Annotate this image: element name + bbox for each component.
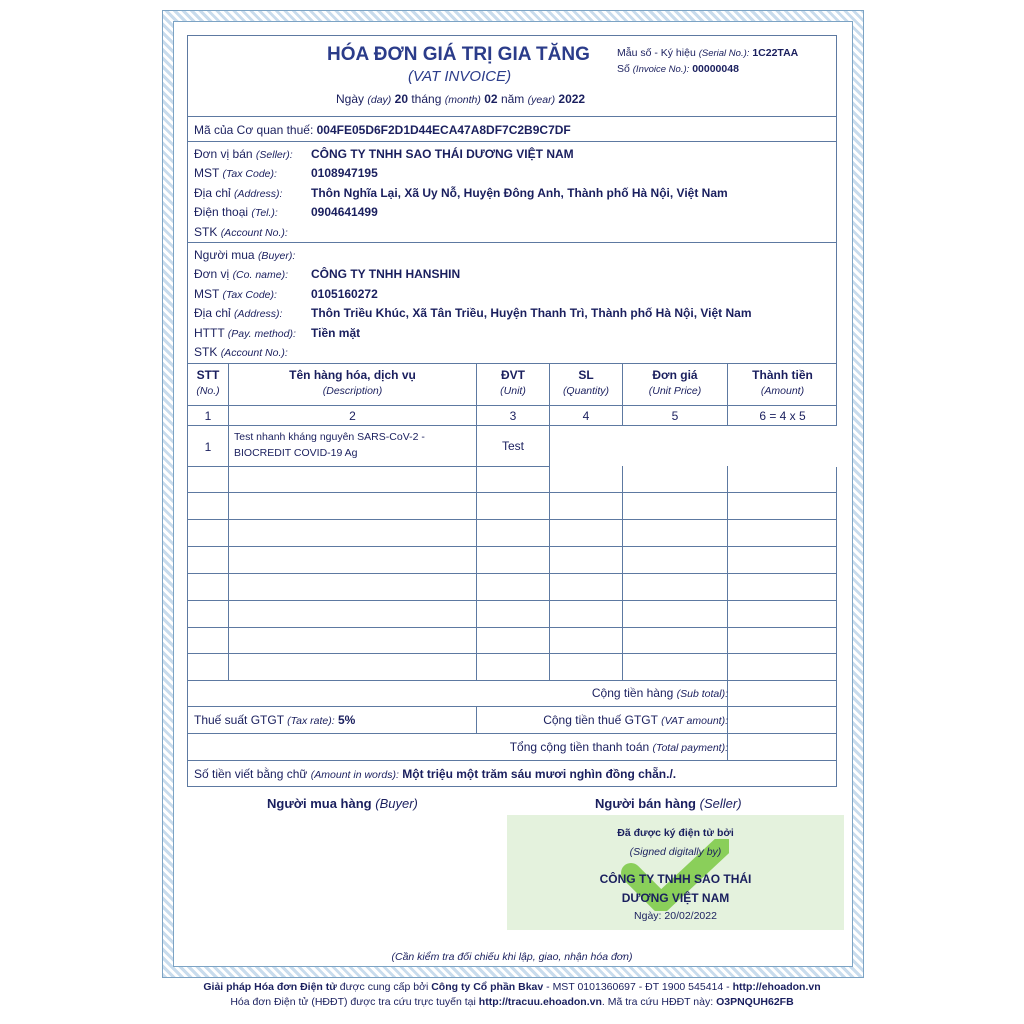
col-number: 1	[204, 409, 212, 423]
seller-name-label	[194, 147, 293, 161]
buyer-company: CÔNG TY TNHH HANSHIN	[311, 267, 461, 281]
divider	[187, 600, 837, 601]
col-title: Tên hàng hóa, dịch vụ	[289, 368, 416, 382]
buyer-tax-code: 0105160272	[311, 287, 378, 301]
date-year-en: (year)	[527, 94, 556, 106]
label-en: (Address):	[234, 188, 283, 200]
col-header-description	[229, 368, 476, 397]
invoice-no-label: Số	[617, 63, 630, 75]
date-day-en: (day)	[367, 94, 392, 106]
amount-in-words: Một triệu một trăm sáu mươi nghìn đồng chẵn./.	[402, 767, 677, 781]
footer-text: . Mã tra cứu HĐĐT này:	[601, 996, 717, 1008]
footer-line-1	[0, 981, 1024, 993]
label-vi: Đơn vị bán	[194, 147, 253, 161]
col-subtitle: (Unit)	[500, 385, 526, 397]
col-number: 6 = 4 x 5	[759, 409, 806, 423]
col-subtitle: (Description)	[322, 385, 383, 397]
lookup-code: O3PNQUH62FB	[716, 996, 794, 1008]
divider	[187, 363, 837, 364]
divider	[187, 116, 837, 117]
blank-cell	[550, 426, 837, 466]
label-vi: Thuế suất GTGT	[194, 713, 284, 727]
label-vi: Địa chỉ	[194, 186, 231, 200]
footer-text: Hóa đơn Điện tử (HĐĐT) được tra cứu trực tuyến tại	[230, 996, 479, 1008]
label-en: (Total payment):	[652, 742, 728, 754]
label-vi: MST	[194, 166, 220, 180]
label-en: (Tax rate):	[287, 715, 335, 727]
label-en: (Buyer)	[375, 796, 418, 811]
col-number: 3	[509, 409, 517, 423]
divider	[187, 466, 550, 467]
seller-address: Thôn Nghĩa Lại, Xã Uy Nỗ, Huyện Đông Anh, Thành phố Hà Nội, Việt Nam	[311, 186, 728, 200]
seller-signature-heading	[595, 796, 742, 811]
buyer-signature-heading	[267, 796, 418, 811]
label-vi: Người mua	[194, 248, 255, 262]
footer-text: được cung cấp bởi	[336, 981, 432, 993]
column-line	[622, 466, 623, 680]
buyer-pay-method: Tiền mặt	[311, 326, 361, 340]
tax-rate-label	[194, 713, 355, 727]
label-en: (Sub total):	[676, 688, 728, 700]
seller-name: CÔNG TY TNHH SAO THÁI DƯƠNG VIỆT NAM	[311, 147, 574, 161]
footer-provider: Công ty Cổ phần Bkav	[431, 981, 544, 993]
date-year: 2022	[558, 92, 586, 106]
label-en: (Seller):	[255, 149, 293, 161]
invoice-subtitle: (VAT INVOICE)	[408, 68, 512, 85]
invoice-no-value: 00000048	[692, 63, 739, 75]
row-no: 1	[204, 440, 212, 454]
footer-text: - MST 0101360697 - ĐT 1900 545414 -	[543, 981, 733, 993]
label-vi: STK	[194, 225, 218, 239]
tax-rate-value: 5%	[337, 713, 356, 727]
seller-address-label	[194, 186, 282, 200]
total-payment-label	[510, 740, 728, 754]
seller-tax-code: 0108947195	[311, 166, 378, 180]
label-vi: Số tiền viết bằng chữ	[194, 767, 308, 781]
tax-authority-code: 004FE05D6F2D1D44ECA47A8DF7C2B9C7DF	[316, 123, 571, 137]
divider	[187, 519, 837, 520]
invoice-no-line	[617, 63, 739, 75]
label-vi: Người bán hàng	[595, 796, 696, 811]
col-subtitle: (Amount)	[760, 385, 805, 397]
label-en: (Pay. method):	[227, 328, 296, 340]
digital-signature-box	[507, 815, 844, 930]
buyer-pay-label	[194, 326, 296, 340]
label-vi: Cộng tiền hàng	[591, 686, 674, 700]
serial-label: Mẫu số - Ký hiệu	[617, 47, 696, 59]
divider	[187, 492, 837, 493]
signer-name-line2: DƯƠNG VIỆT NAM	[621, 891, 730, 905]
divider	[187, 653, 837, 654]
column-line	[476, 706, 477, 733]
col-header-quantity	[550, 368, 622, 397]
date-month: 02	[484, 92, 498, 106]
buyer-address: Thôn Triều Khúc, Xã Tân Triều, Huyện Thanh Trì, Thành phố Hà Nội, Việt Nam	[311, 306, 752, 320]
divider	[187, 242, 837, 243]
buyer-tax-label	[194, 287, 277, 301]
date-month-en: (month)	[444, 94, 481, 106]
col-header-unit-price	[623, 368, 727, 397]
label-vi: MST	[194, 287, 220, 301]
footer-solution: Giải pháp Hóa đơn Điện tử	[203, 981, 337, 993]
amount-in-words-line	[194, 767, 676, 781]
col-header-unit	[477, 368, 549, 397]
buyer-address-label	[194, 306, 282, 320]
seller-tax-label	[194, 166, 277, 180]
label-en: (Buyer):	[257, 250, 296, 262]
label-vi: HTTT	[194, 326, 225, 340]
col-title: SL	[578, 368, 594, 382]
row-description-line2: BIOCREDIT COVID-19 Ag	[234, 447, 358, 459]
vat-amount-label	[543, 713, 728, 727]
col-subtitle: (Unit Price)	[648, 385, 702, 397]
label-en: (Account No.):	[220, 347, 288, 359]
divider	[187, 546, 837, 547]
subtotal-label	[592, 686, 728, 700]
serial-en: (Serial No.):	[698, 48, 750, 59]
divider	[187, 760, 837, 761]
check-note: (Cần kiểm tra đối chiếu khi lập, giao, nhận hóa đơn)	[391, 951, 633, 963]
buyer-company-label	[194, 267, 288, 281]
label-en: (Tel.):	[251, 207, 278, 219]
seller-tel-label	[194, 205, 278, 219]
buyer-label	[194, 248, 295, 262]
signed-by-line: Đã được ký điện tử bởi	[617, 827, 734, 839]
label-en: (Tax Code):	[222, 168, 277, 180]
label-vi: Cộng tiền thuế GTGT	[543, 713, 658, 727]
row-description-line1: Test nhanh kháng nguyên SARS-CoV-2 -	[234, 431, 425, 443]
label-vi: Địa chỉ	[194, 306, 231, 320]
divider	[187, 733, 837, 734]
divider	[187, 680, 837, 681]
footer-link-ehoadon[interactable]: http://ehoadon.vn	[732, 981, 821, 993]
divider	[187, 573, 837, 574]
divider	[187, 141, 837, 142]
label-en: (Co. name):	[232, 269, 288, 281]
invoice-date	[336, 92, 585, 106]
col-header-amount	[728, 368, 837, 397]
col-subtitle: (Quantity)	[562, 385, 610, 397]
label-vi: STK	[194, 345, 218, 359]
label-vi: Điện thoại	[194, 205, 249, 219]
label-en: (Seller)	[699, 796, 742, 811]
tax-authority-line	[194, 123, 571, 137]
row-unit: Test	[501, 439, 524, 453]
date-prefix: Ngày	[336, 92, 365, 106]
col-header-no	[188, 368, 228, 397]
label-vi: Đơn vị	[194, 267, 230, 281]
label-vi: Người mua hàng	[267, 796, 372, 811]
serial-line	[617, 47, 798, 59]
col-number: 5	[671, 409, 679, 423]
label-en: (Address):	[234, 308, 283, 320]
seller-account-label	[194, 225, 288, 239]
signed-by-en: (Signed digitally by)	[629, 846, 722, 858]
invoice-title: HÓA ĐƠN GIÁ TRỊ GIA TĂNG	[327, 44, 590, 65]
invoice-no-en: (Invoice No.):	[632, 64, 690, 75]
footer-link-tracuu[interactable]: http://tracuu.ehoadon.vn	[478, 996, 602, 1008]
divider	[187, 627, 837, 628]
label-vi: Tổng cộng tiền thanh toán	[509, 740, 650, 754]
tax-authority-label: Mã của Cơ quan thuế:	[194, 123, 314, 137]
date-month-label: tháng	[411, 92, 442, 106]
date-year-label: năm	[500, 92, 525, 106]
col-title: Thành tiền	[752, 368, 813, 382]
col-number: 4	[582, 409, 590, 423]
col-number: 2	[349, 409, 356, 423]
label-en: (Amount in words):	[310, 769, 399, 781]
signed-date: Ngày: 20/02/2022	[634, 910, 717, 922]
divider	[187, 706, 837, 707]
label-en: (VAT amount):	[661, 715, 728, 727]
col-title: Đơn giá	[652, 368, 698, 382]
label-en: (Tax Code):	[222, 289, 277, 301]
signer-name-line1: CÔNG TY TNHH SAO THÁI	[599, 872, 752, 886]
seller-tel: 0904641499	[311, 205, 378, 219]
divider	[550, 466, 837, 467]
buyer-account-label	[194, 345, 288, 359]
col-title: STT	[196, 368, 220, 382]
divider	[187, 405, 837, 406]
label-en: (Account No.):	[220, 227, 288, 239]
serial-value: 1C22TAA	[752, 47, 799, 59]
footer-line-2	[0, 996, 1024, 1008]
date-day: 20	[394, 92, 408, 106]
col-title: ĐVT	[501, 368, 525, 382]
col-subtitle: (No.)	[196, 385, 220, 397]
